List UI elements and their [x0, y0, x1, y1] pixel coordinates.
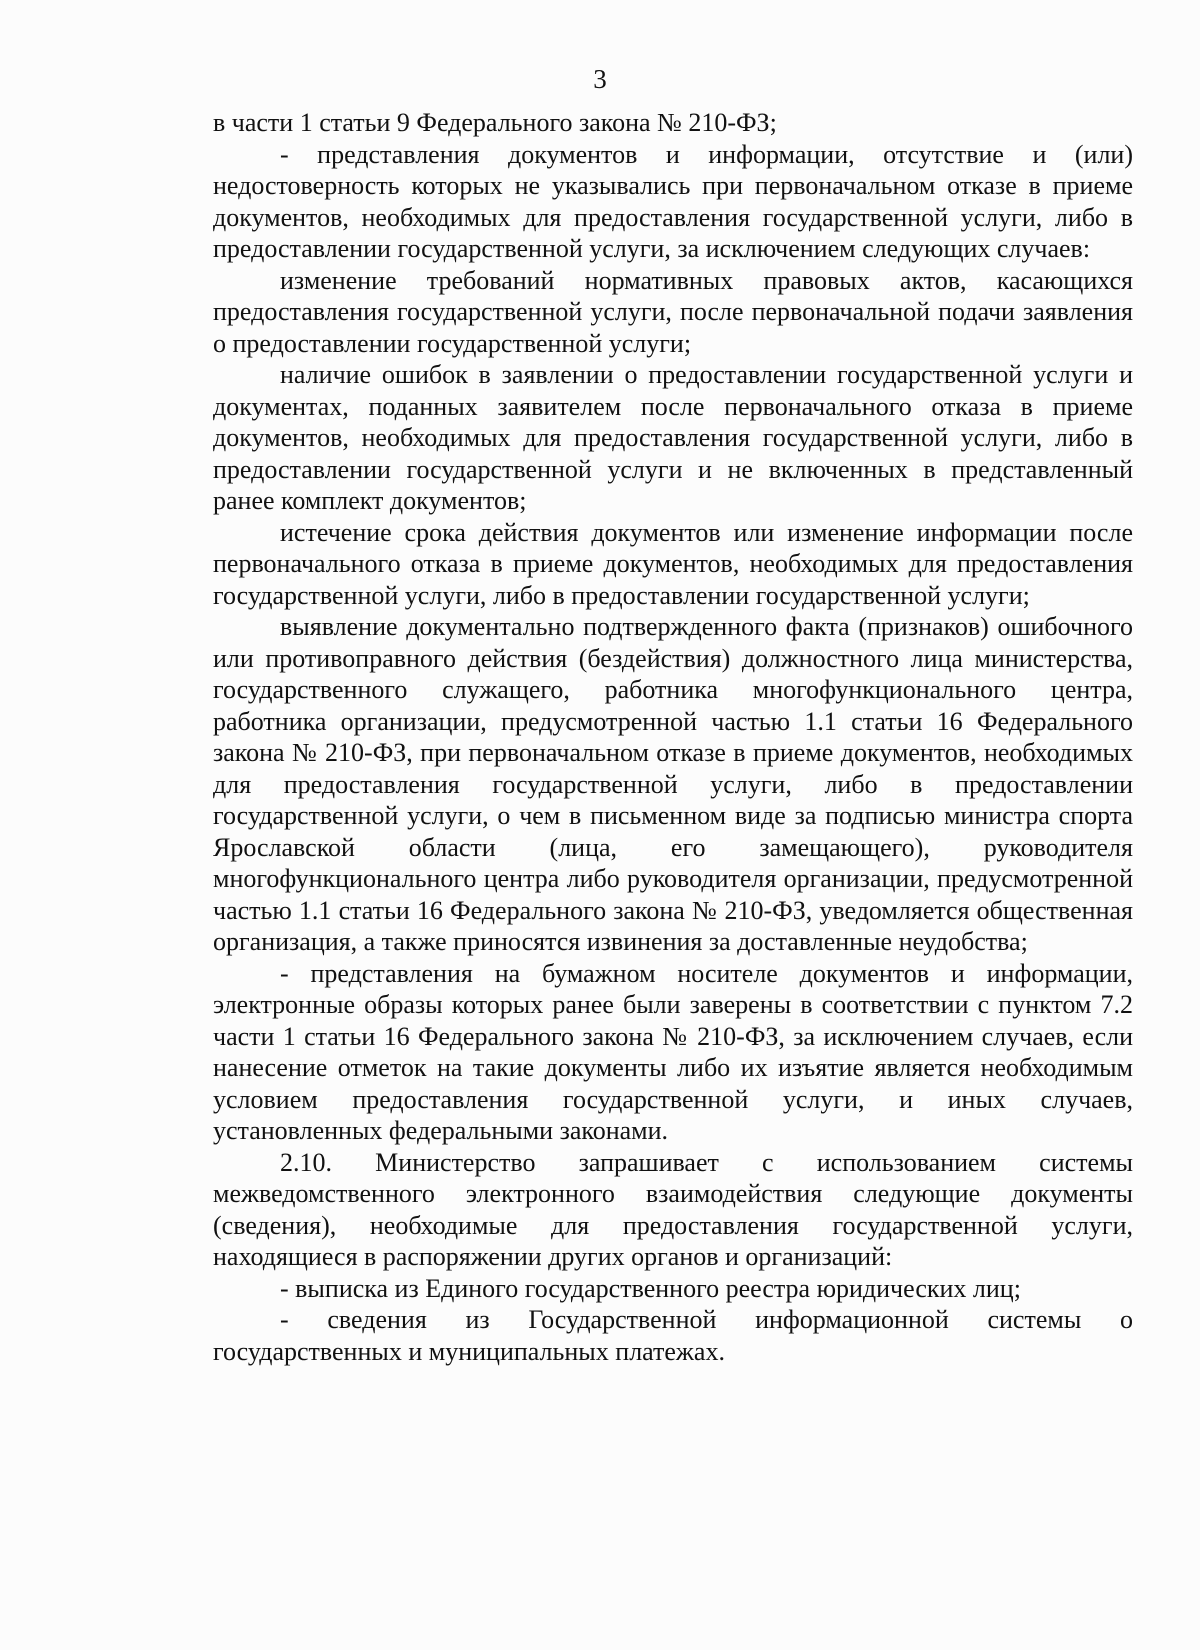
- paragraph-6: выявление документально подтвержденного факта (признаков) ошибочного или противоправного действия (бездействия) должностного лица министерства, государственного служащего, работника многофункционального центра, работника организации, предусмотренной частью 1.1 статьи 16 Федерального закона № 210-ФЗ, при первоначальном отказе в приеме документов, необходимых для предоставления государственной услуги, либо в предоставлении государственной услуги, о чем в письменном виде за подписью министра спорта Ярославской области (лица, его замещающего), руководителя многофункционального центра либо руководителя организации, предусмотренной частью 1.1 статьи 16 Федерального закона № 210-ФЗ, уведомляется общественная организация, а также приносятся извинения за доставленные неудобства;: [213, 612, 1133, 956]
- paragraph-3: изменение требований нормативных правовых актов, касающихся предоставления государственной услуги, после первоначальной подачи заявления о предоставлении государственной услуги;: [213, 265, 1133, 358]
- paragraph-5: истечение срока действия документов или изменение информации после первоначального отказа в приеме документов, необходимых для предоставления государственной услуги, либо в предоставлении государственной услуги;: [213, 517, 1133, 610]
- paragraph-10: - сведения из Государственной информационной системы о государственных и муниципальных платежах.: [213, 1305, 1133, 1366]
- document-body: [213, 107, 1133, 1367]
- paragraph-2: - представления документов и информации, отсутствие и (или) недостоверность которых не указывались при первоначальном отказе в приеме документов, необходимых для предоставления государственной услуги, либо в предоставлении государственной услуги, за исключением следующих случаев:: [213, 139, 1133, 263]
- paragraph-1: в части 1 статьи 9 Федерального закона № 210-ФЗ;: [213, 108, 777, 137]
- paragraph-8: 2.10. Министерство запрашивает с использованием системы межведомственного электронного взаимодействия следующие документы (сведения), необходимые для предоставления государственной услуги, находящиеся в распоряжении других органов и организаций:: [213, 1147, 1133, 1271]
- page-number: 3: [593, 64, 607, 94]
- paragraph-4: наличие ошибок в заявлении о предоставлении государственной услуги и документах, поданных заявителем после первоначального отказа в приеме документов, необходимых для предоставления государственной услуги, либо в предоставлении государственной услуги и не включенных в представленный ранее комплект документов;: [213, 360, 1133, 515]
- paragraph-9: - выписка из Единого государственного реестра юридических лиц;: [280, 1273, 1021, 1303]
- paragraph-7: - представления на бумажном носителе документов и информации, электронные образы которых ранее были заверены в соответствии с пунктом 7.2 части 1 статьи 16 Федерального закона № 210-ФЗ, за исключением случаев, если нанесение отметок на такие документы либо их изъятие является необходимым условием предоставления государственной услуги, и иных случаев, установленных федеральными законами.: [213, 958, 1133, 1145]
